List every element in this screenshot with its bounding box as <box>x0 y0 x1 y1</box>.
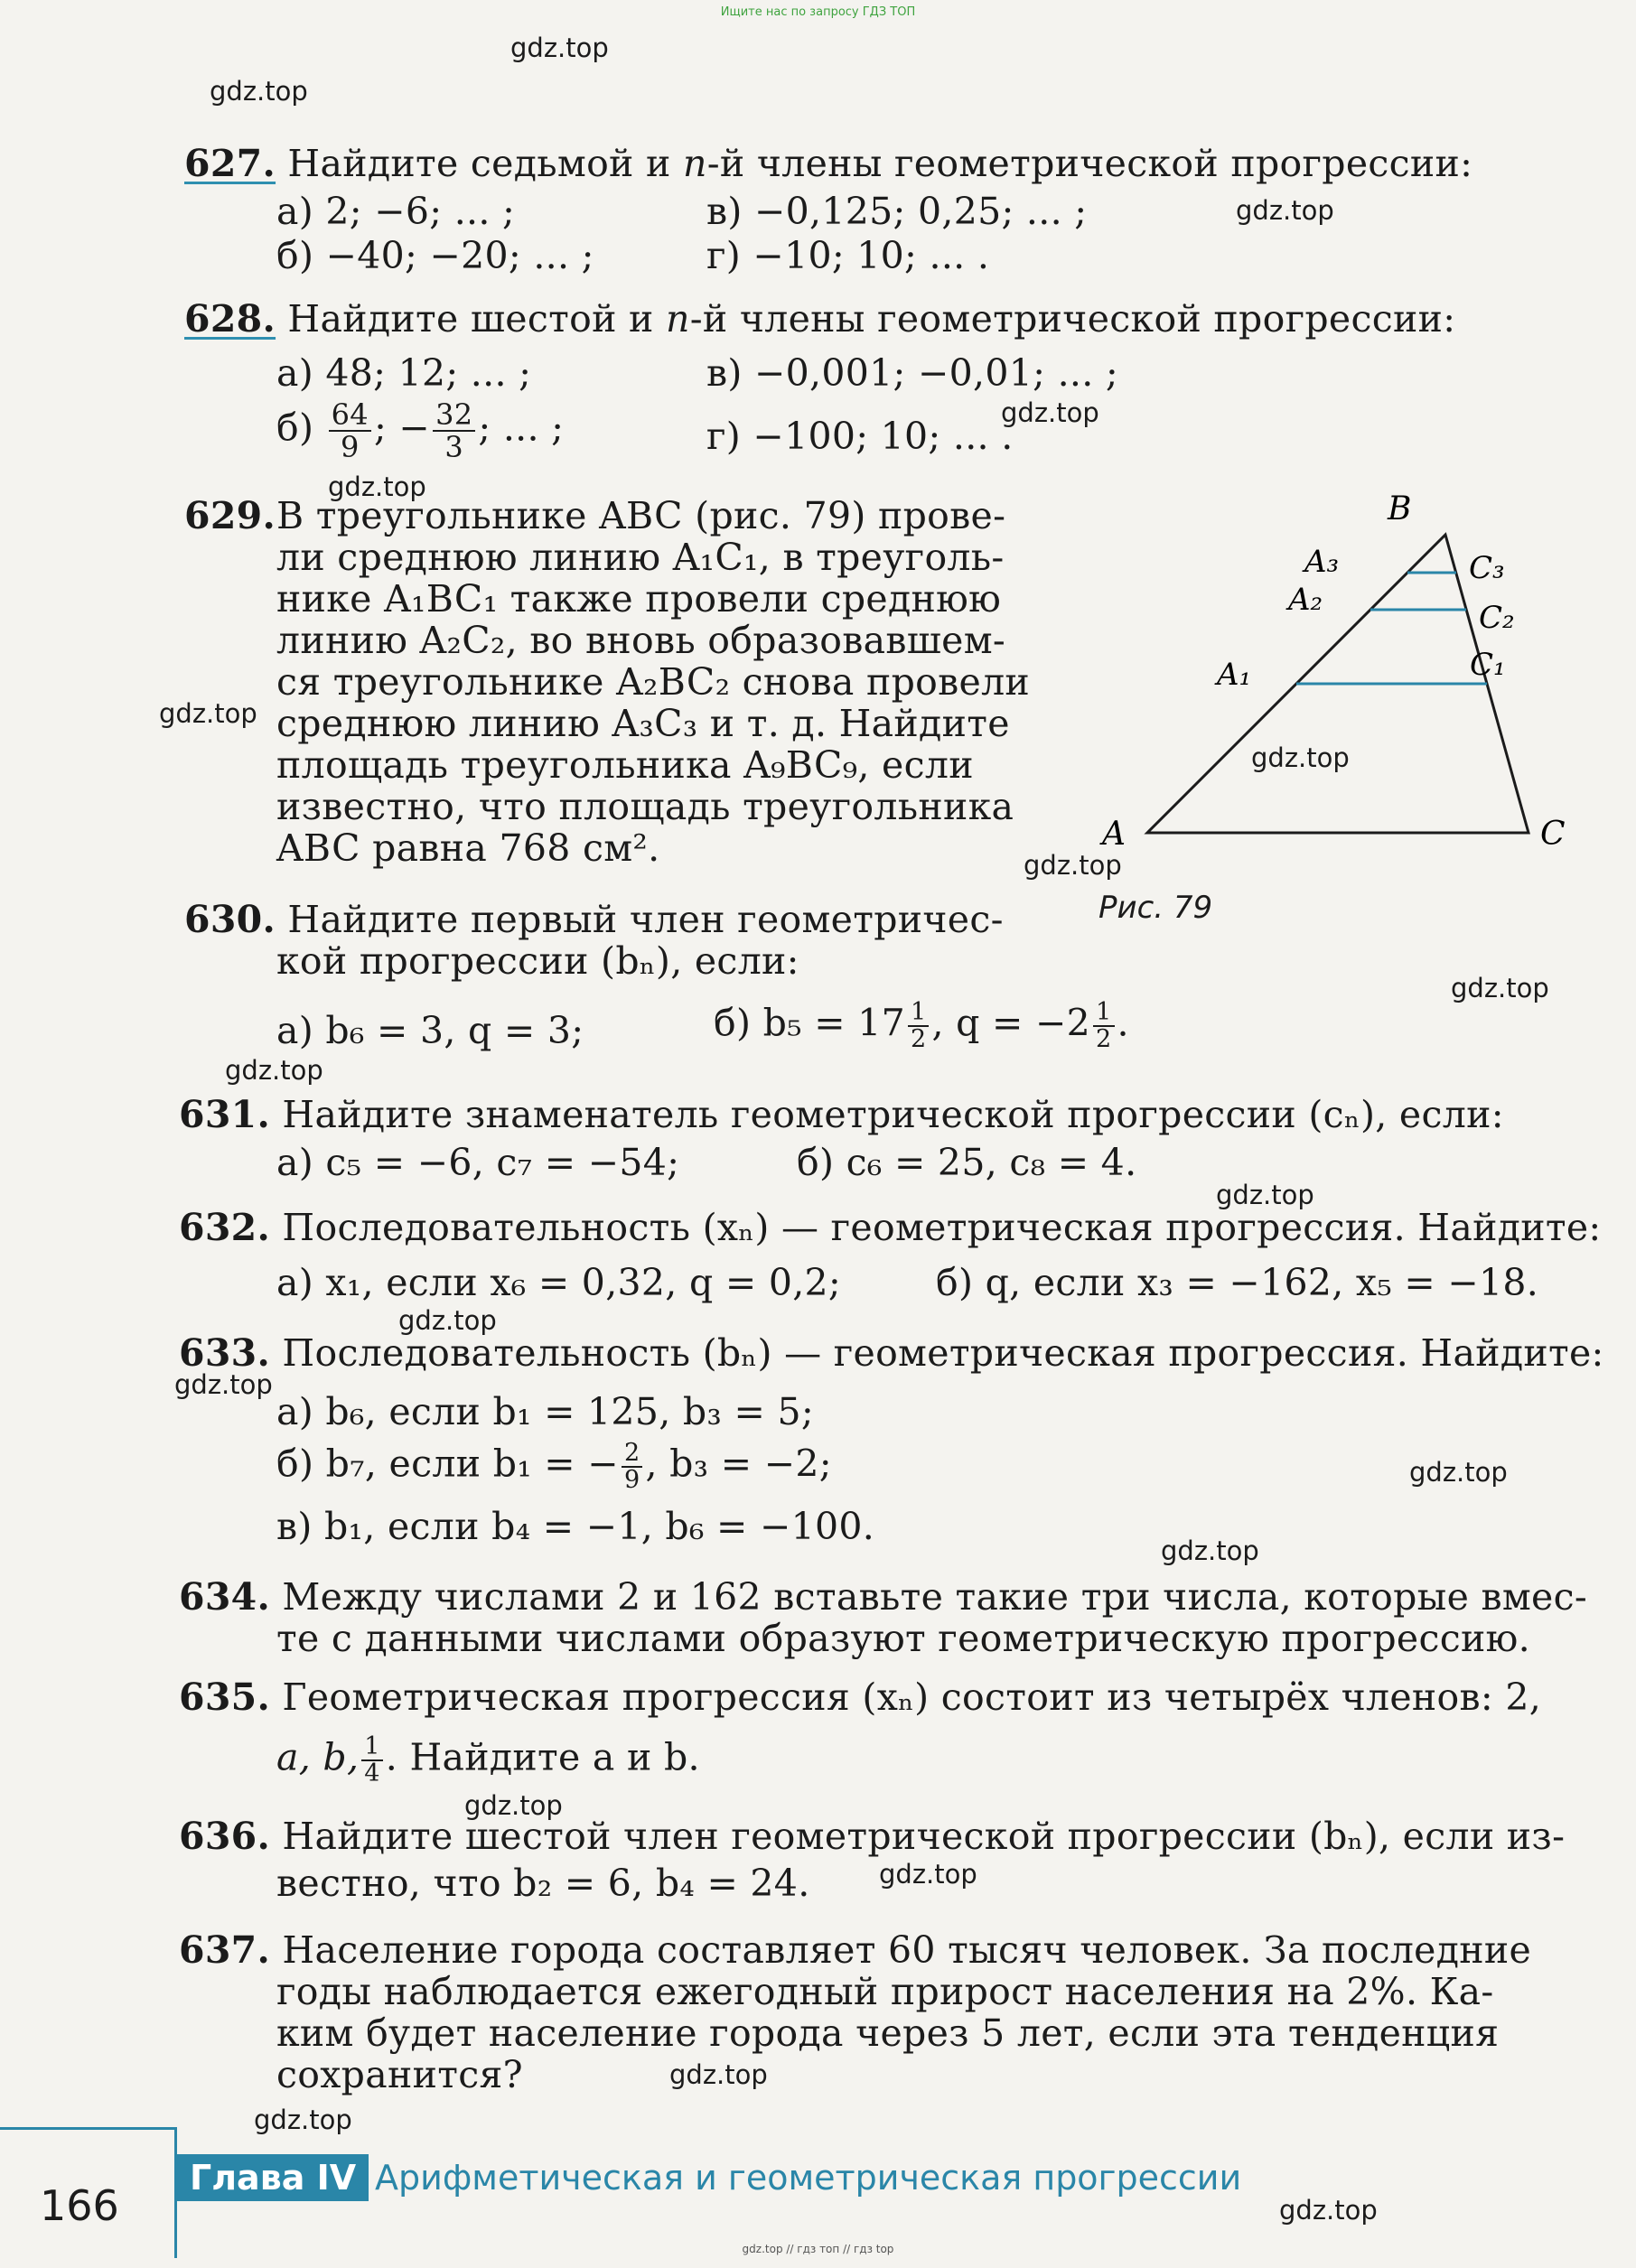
denominator: 9 <box>623 1466 640 1494</box>
statement-text: Население города составляет 60 тысяч человек. За последние <box>282 1928 1532 1972</box>
figure-79-triangle <box>1084 492 1572 863</box>
label-c2: C₂ <box>1479 600 1515 636</box>
problem-636-statement <box>179 1815 1565 1857</box>
fraction <box>1093 1000 1114 1052</box>
option-g: г) −100; 10; ... . <box>706 415 1014 458</box>
page-number: 166 <box>40 2181 119 2230</box>
problem-630-statement <box>184 899 1004 940</box>
numerator: 2 <box>622 1441 642 1468</box>
denominator: 9 <box>340 430 360 464</box>
fraction <box>908 1000 929 1052</box>
statement-line: среднюю линию A₃C₃ и т. д. Найдите <box>276 702 1010 745</box>
watermark: gdz.top <box>1451 973 1549 1003</box>
statement-text: Найдите шестой член геометрической прогрессии (bₙ), если из- <box>282 1815 1566 1858</box>
option-v: в) −0,125; 0,25; ... ; <box>706 190 1088 233</box>
label-c1: C₁ <box>1470 647 1506 683</box>
option-text: б) b₅ = 17 <box>714 1001 905 1045</box>
watermark: gdz.top <box>464 1790 563 1821</box>
option-b <box>276 399 564 462</box>
variable: n <box>682 142 707 185</box>
statement-line: нике A₁BC₁ также провели среднюю <box>276 577 1002 621</box>
fraction <box>433 399 475 462</box>
figure-caption: Рис. 79 <box>1098 890 1213 926</box>
label-a3: A₃ <box>1304 544 1340 580</box>
statement-line: кой прогрессии (bₙ), если: <box>276 939 799 983</box>
statement-line: площадь треугольника A₉BC₉, если <box>276 743 974 787</box>
statement-text: -й члены геометрической прогрессии: <box>706 142 1473 185</box>
statement-text: Последовательность (bₙ) — геометрическая прогрессия. Найдите: <box>282 1331 1604 1375</box>
label-c: C <box>1540 816 1566 853</box>
statement-line: ли среднюю линию A₁C₁, в треуголь- <box>276 536 1005 579</box>
option-a: а) x₁, если x₆ = 0,32, q = 0,2; <box>276 1261 842 1304</box>
fraction <box>329 399 371 462</box>
watermark: gdz.top <box>669 2059 768 2090</box>
statement-text: Геометрическая прогрессия (xₙ) состоит из четырёх членов: 2, <box>282 1675 1542 1719</box>
option-b: б) q, если x₃ = −162, x₅ = −18. <box>936 1261 1539 1304</box>
chapter-title: Арифметическая и геометрическая прогрессии <box>375 2158 1242 2198</box>
numerator: 1 <box>908 1000 929 1027</box>
watermark: gdz.top <box>1409 1457 1508 1488</box>
problem-number: 636. <box>179 1815 271 1858</box>
problem-number: 630. <box>184 898 276 941</box>
problem-633-statement <box>179 1332 1604 1374</box>
statement-line: те с данными числами образуют геометрическую прогрессию. <box>276 1617 1530 1660</box>
statement-text: Найдите шестой и <box>287 297 654 341</box>
statement-line <box>276 1734 700 1787</box>
watermark: gdz.top <box>254 2105 352 2135</box>
label-b: B <box>1388 492 1412 527</box>
watermark: gdz.top <box>1001 397 1099 428</box>
denominator: 2 <box>1096 1025 1112 1053</box>
watermark: gdz.top <box>879 1859 977 1890</box>
denominator: 2 <box>910 1025 927 1053</box>
numerator: 1 <box>1093 1000 1114 1027</box>
problem-number: 633. <box>179 1331 271 1375</box>
statement-line: В треугольнике ABC (рис. 79) прове- <box>276 494 1006 537</box>
problem-number: 637. <box>179 1928 271 1972</box>
watermark: gdz.top <box>210 76 308 107</box>
statement-line: сохранится? <box>276 2053 523 2096</box>
option-b <box>714 1000 1129 1052</box>
statement-line: годы наблюдается ежегодный прирост населения на 2%. Ка- <box>276 1970 1494 2013</box>
statement-line: линию A₂C₂, во вновь образовавшем- <box>276 619 1006 662</box>
watermark: gdz.top <box>1216 1180 1314 1210</box>
label-a2: A₂ <box>1288 582 1323 618</box>
watermark: gdz.top <box>510 33 609 63</box>
problem-637-statement <box>179 1929 1531 1971</box>
separator: ; − <box>373 406 431 450</box>
fraction <box>622 1441 642 1493</box>
statement-text: Последовательность (xₙ) — геометрическая прогрессия. Найдите: <box>282 1206 1602 1249</box>
watermark: gdz.top <box>159 698 257 729</box>
problem-634-statement <box>179 1576 1587 1618</box>
variable: n <box>666 297 690 341</box>
watermark: gdz.top <box>225 1055 323 1086</box>
watermark: gdz.top <box>398 1305 497 1336</box>
denominator: 4 <box>364 1759 380 1787</box>
option-g: г) −10; 10; ... . <box>706 234 990 277</box>
option-b <box>276 1441 832 1493</box>
option-text: , q = −2 <box>931 1001 1091 1045</box>
problem-number: 632. <box>179 1206 271 1249</box>
problem-number: 635. <box>179 1675 271 1719</box>
watermark: gdz.top <box>174 1369 273 1400</box>
problem-number: 629. <box>184 494 276 537</box>
statement-line: ким будет население города через 5 лет, если эта тенденция <box>276 2011 1500 2055</box>
numerator: 32 <box>433 399 475 432</box>
option-text: б) b₇, если b₁ = − <box>276 1442 619 1486</box>
problem-number: 627. <box>184 142 276 185</box>
problem-629-statement <box>276 495 1030 869</box>
watermark: gdz.top <box>1161 1535 1259 1566</box>
option-a: а) 2; −6; ... ; <box>276 190 516 233</box>
watermark: gdz.top <box>328 471 426 502</box>
problem-number: 634. <box>179 1575 271 1619</box>
problem-628-statement <box>184 298 1455 340</box>
statement-line: ABC равна 768 см². <box>276 826 660 870</box>
fraction <box>361 1734 382 1787</box>
option-b: б) c₆ = 25, c₈ = 4. <box>797 1141 1137 1184</box>
option-label: б) <box>276 406 314 450</box>
option-a: а) b₆, если b₁ = 125, b₃ = 5; <box>276 1390 814 1433</box>
bottom-ad-banner[interactable]: gdz.top // гдз топ // гдз top <box>742 2243 894 2255</box>
watermark: gdz.top <box>1236 195 1334 226</box>
label-a1: A₁ <box>1217 657 1252 693</box>
numerator: 64 <box>329 399 371 432</box>
chapter-label: Глава IV <box>177 2154 369 2201</box>
statement-text: Найдите знаменатель геометрической прогрессии (cₙ), если: <box>282 1093 1504 1136</box>
option-text: , b₃ = −2; <box>645 1442 832 1486</box>
numerator: 1 <box>361 1734 382 1761</box>
statement-text: Найдите седьмой и <box>287 142 671 185</box>
label-a: A <box>1102 816 1126 853</box>
problem-627-statement <box>184 143 1472 184</box>
top-ad-banner[interactable]: Ищите нас по запросу ГДЗ ТОП <box>720 5 916 19</box>
option-v: в) b₁, если b₄ = −1, b₆ = −100. <box>276 1505 875 1548</box>
statement-line: известно, что площадь треугольника <box>276 785 1014 828</box>
option-text: . Найдите a и b. <box>385 1735 700 1779</box>
label-c3: C₃ <box>1469 550 1505 586</box>
statement-text: -й члены геометрической прогрессии: <box>689 297 1456 341</box>
problem-number: 628. <box>184 297 276 341</box>
problem-635-statement <box>179 1676 1541 1718</box>
statement-text: Между числами 2 и 162 вставьте такие три числа, которые вмес- <box>282 1575 1588 1619</box>
option-v: в) −0,001; −0,01; ... ; <box>706 351 1119 395</box>
problem-631-statement <box>179 1094 1504 1135</box>
option-text: a, b, <box>276 1735 360 1779</box>
tail: ; ... ; <box>478 406 565 450</box>
watermark: gdz.top <box>1024 850 1122 881</box>
option-a: а) 48; 12; ... ; <box>276 351 532 395</box>
option-a: а) c₅ = −6, c₇ = −54; <box>276 1141 680 1184</box>
option-b: б) −40; −20; ... ; <box>276 234 594 277</box>
watermark: gdz.top <box>1279 2195 1378 2226</box>
statement-line: вестно, что b₂ = 6, b₄ = 24. <box>276 1862 810 1905</box>
denominator: 3 <box>444 430 464 464</box>
watermark: gdz.top <box>1251 742 1350 773</box>
option-a: а) b₆ = 3, q = 3; <box>276 1009 584 1052</box>
option-text: . <box>1117 1001 1129 1045</box>
statement-line: ся треугольнике A₂BC₂ снова провели <box>276 660 1031 704</box>
statement-text: Найдите первый член геометричес- <box>287 898 1004 941</box>
problem-number: 631. <box>179 1093 271 1136</box>
problem-632-statement <box>179 1207 1602 1248</box>
